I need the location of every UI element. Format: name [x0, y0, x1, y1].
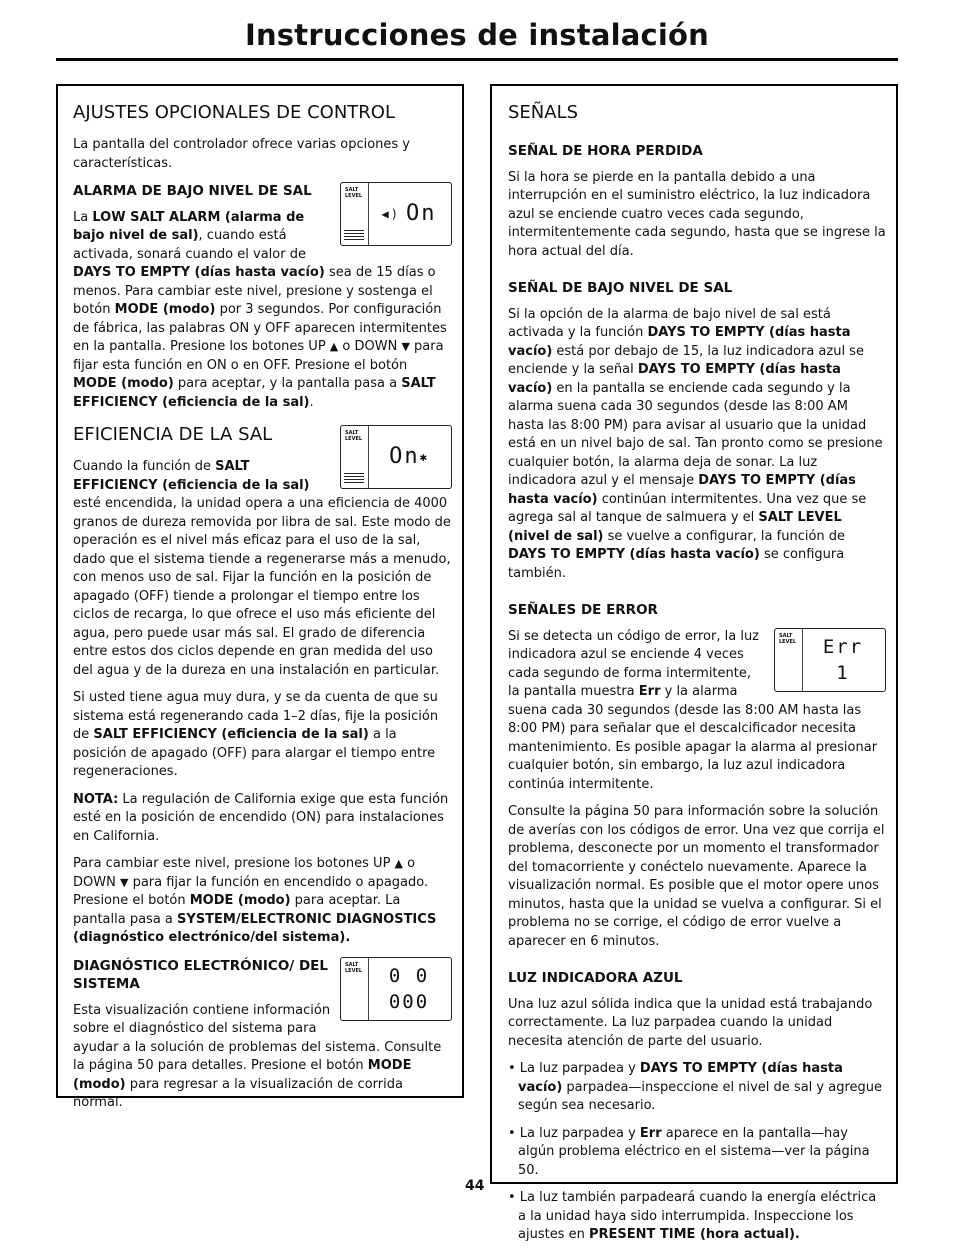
low-salt-text: Si la opción de la alarma de bajo nivel de sal está activada y la función DAYS TO EMPTY (días hasta vacío) está por debajo de 15, la luz indicadora azul se enciende y la señal DAYS TO EMPTY (días hasta vacío) en la pantalla se enciende cada segundo y la alarma suena cada 30 segundos (desde las 8:00 AM hasta las 8:00 PM) para avisar al usuario que la unidad está en un nivel bajo de sal. Tan pronto como se presione cualquier botón, la alarma deja de sonar. La luz indicadora azul y el mensaje DAYS TO EMPTY (días hasta vacío) continúan intermitentes. Una vez que se agrega sal al tanque de salmuera y el SALT LEVEL (nivel de sal) se vuelve a configurar, la función de DAYS TO EMPTY (días hasta vacío) se configura también. — [508, 306, 883, 581]
low-salt-heading: SEÑAL DE BAJO NIVEL DE SAL — [508, 280, 733, 296]
speaker-icon: ◀) — [381, 206, 400, 221]
up-arrow-icon: ▲ — [329, 340, 339, 353]
lost-time-heading: SEÑAL DE HORA PERDIDA — [508, 143, 703, 159]
lcd-err-top: Err — [822, 635, 864, 658]
lcd-err-bottom: 1 — [836, 661, 850, 684]
down-arrow-icon: ▼ — [401, 340, 410, 353]
lcd-diagnostics-display: SALT LEVEL 0 0 000 — [340, 957, 452, 1021]
lcd-diag-bottom: 000 — [388, 990, 430, 1013]
efficiency-text-1: Cuando la función de SALT EFFICIENCY (eficiencia de la sal) esté encendida, la unidad opera a una eficiencia de 4000 granos de dureza removida por libra de sal. Este modo de operación es el nivel más eficaz para el uso de la sal, dado que el sistema tiende a regenerarse más a menudo, con menos uso de sal. Fijar la función en la posición de apagado (OFF) tiende a prolongar el tiempo entre los ciclos de recarga, lo que ofrece el uso más eficiente del agua, pero puede usar más sal. El grado de diferencia entre estos dos ciclos depende en gran medida del uso del agua y de la dureza en una instalación en particular. — [73, 459, 451, 678]
signals-heading: SEÑALS — [508, 102, 579, 123]
lcd-alarm-display — [340, 182, 452, 246]
efficiency-text-4: Para cambiar este nivel, presione los botones UP ▲ o DOWN ▼ para fijar la función en encendido o apagado. Presione el botón MODE (modo) para aceptar. La pantalla pasa a SYSTEM/ELECTRONIC DIAGNOSTICS (diagnóstico electrónico/del sistema). — [73, 856, 437, 945]
down-arrow-icon: ▼ — [119, 875, 129, 889]
salt-level-label: SALT LEVEL — [345, 187, 363, 199]
title-rule — [56, 58, 898, 61]
lcd-error-display: SALT LEVEL Err 1 — [774, 628, 886, 692]
blue-light-bullet-1: • La luz parpadea y DAYS TO EMPTY (días hasta vacío) parpadea—inspeccione el nivel de sal y agregue según sea necesario. — [508, 1061, 882, 1113]
intro-text: La pantalla del controlador ofrece varias opciones y características. — [73, 137, 410, 171]
lcd-diag-top: 0 0 — [388, 964, 430, 987]
diagnostics-text: Esta visualización contiene información sobre el diagnóstico del sistema para ayudar a la solución de problemas del sistema. Consulte la página 50 para detalles. Presione el botón MODE (modo) para regresar a la visualización de corrida normal. — [73, 1002, 442, 1110]
alarm-text: La LOW SALT ALARM (alarma de bajo nivel de sal), cuando está activada, sonará cuando el valor de DAYS TO EMPTY (días hasta vacío) sea de 15 días o menos. Para cambiar este nivel, presione y sostenga el botón MODE (modo) por 3 segundos. Por configuración de fábrica, las palabras ON y OFF aparecen intermitentes en la pantalla. Presione los botones UP ▲ o DOWN ▼ para fijar esta función en ON o en OFF. Presione el botón MODE (modo) para aceptar, y la pantalla pasa a SALT EFFICIENCY (eficiencia de la sal). — [73, 209, 447, 410]
efficiency-heading: EFICIENCIA DE LA SAL — [73, 424, 273, 445]
efficiency-note: NOTA: La regulación de California exige que esta función esté en la posición de encendido (ON) para instalaciones en California. — [73, 791, 449, 844]
efficiency-text-2: Si usted tiene agua muy dura, y se da cuenta de que su sistema está regenerando cada 1–2 días, fije la posición de SALT EFFICIENCY (eficiencia de la sal) a la posición de apagado (OFF) para alargar el tiempo entre regeneraciones. — [73, 690, 439, 779]
lost-time-text: Si la hora se pierde en la pantalla debido a una interrupción en el suministro eléctrico, la luz indicadora azul se enciende cuatro veces cada segundo, intermitentemente cada segundo, hasta que se ingrese la hora actual del día. — [508, 169, 886, 259]
blue-light-heading: LUZ INDICADORA AZUL — [508, 970, 683, 986]
page-title: Instrucciones de instalación — [244, 18, 710, 52]
page-number: 44 — [465, 1178, 485, 1194]
lcd-on-text: On — [405, 200, 437, 226]
blue-light-bullet-3: • La luz también parpadeará cuando la energía eléctrica a la unidad haya sido interrumpida. Inspeccione los ajustes en PRESENT TIME (hora actual). — [508, 1190, 877, 1242]
signals-panel — [490, 84, 898, 1242]
blue-light-bullet-2: • La luz parpadea y Err aparece en la pantalla—hay algún problema eléctrico en el sistema—ver la página 50. — [508, 1125, 870, 1178]
lcd-on-text: On — [389, 443, 420, 469]
blue-light-text: Una luz azul sólida indica que la unidad está trabajando correctamente. La luz parpadea cuando la unidad necesita atención de parte del usuario. — [508, 996, 873, 1049]
optional-controls-heading: AJUSTES OPCIONALES DE CONTROL — [73, 102, 395, 123]
alarm-heading: ALARMA DE BAJO NIVEL DE SAL — [73, 183, 312, 199]
optional-controls-panel — [56, 84, 464, 1110]
salt-drop-icon: ✱ — [419, 449, 429, 464]
errors-text-2: Consulte la página 50 para información sobre la solución de averías con los códigos de error. Una vez que corrija el problema, desconecte por un momento el transformador del tomacorriente y conéctelo nuevamente. Aparece la visualización normal. Es posible que el motor opere unos minutos, hasta que la unidad se vuelva a configurar. Si el problema no se corrige, el código de error vuelve a aparecer en 6 minutos. — [508, 804, 885, 949]
up-arrow-icon: ▲ — [394, 857, 404, 870]
lcd-efficiency-display: SALT LEVEL On ✱ — [340, 425, 452, 489]
errors-text-1: Si se detecta un código de error, la luz indicadora azul se enciende 4 veces cada segundo de forma intermitente, la pantalla muestra Err y la alarma suena cada 30 segundos (desde las 8:00 AM hasta las 8:00 PM) para señalar que el descalcificador necesita mantenimiento. Es posible apagar la alarma al presionar cualquier botón, sin embargo, la luz azul indicadora continúa intermitente. — [508, 628, 878, 792]
errors-heading: SEÑALES DE ERROR — [508, 602, 658, 618]
diagnostics-heading: DIAGNÓSTICO ELECTRÓNICO/ DEL SISTEMA — [73, 957, 328, 992]
